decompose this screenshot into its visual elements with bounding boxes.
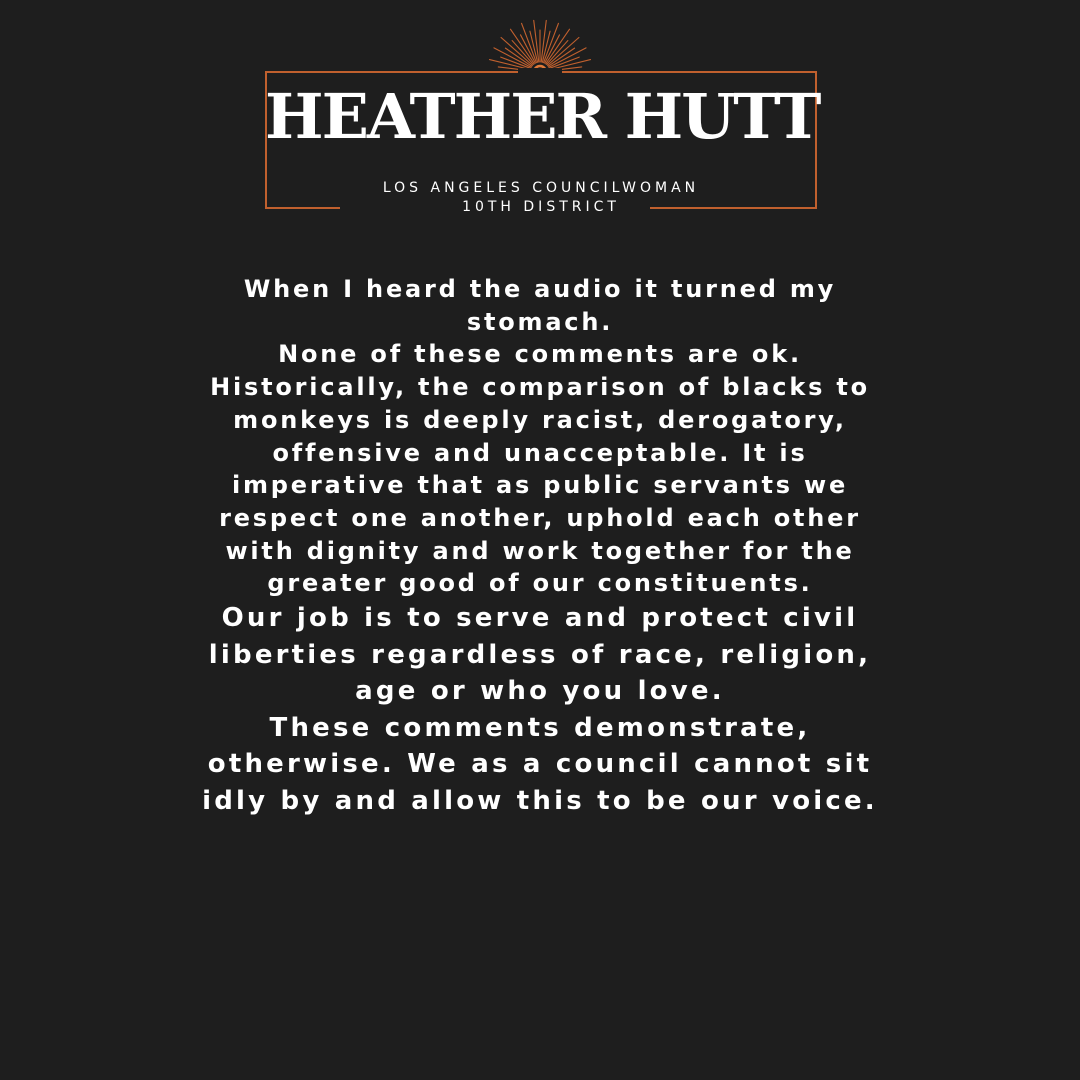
logo-tagline-title: LOS ANGELES COUNCILWOMAN	[382, 180, 700, 196]
logo-name: HEATHER HUTT	[265, 80, 820, 153]
sunburst-ray	[501, 38, 532, 66]
statement-line: Our job is to serve and protect civil	[221, 603, 859, 634]
statement-line: These comments demonstrate,	[269, 712, 811, 743]
statement-line: None of these comments are ok.	[278, 340, 802, 369]
statement-line: age or who you love.	[355, 676, 725, 707]
statement-line: with dignity and work together for the	[225, 536, 855, 565]
logo-tagline-district: 10TH DISTRICT	[462, 199, 620, 215]
logo	[0, 0, 1080, 240]
statement-line: offensive and unacceptable. It is	[272, 438, 808, 467]
frame-gap-top	[518, 68, 562, 76]
statement-line: idly by and allow this to be our voice.	[202, 786, 878, 816]
statement-line: liberties regardless of race, religion,	[208, 639, 872, 670]
statement-line: otherwise. We as a council cannot sit	[207, 749, 873, 780]
statement-line: stomach.	[466, 307, 614, 336]
statement-line: imperative that as public servants we	[231, 471, 849, 500]
statement-line: respect one another, uphold each other	[219, 503, 861, 532]
statement-line: greater good of our constituents.	[267, 569, 813, 598]
sunburst-ray	[547, 38, 578, 66]
statement-line: When I heard the audio it turned my	[243, 275, 837, 303]
statement-line: Historically, the comparison of blacks to	[210, 373, 870, 402]
statement-line: monkeys is deeply racist, derogatory,	[233, 405, 847, 434]
statement-text	[140, 273, 940, 820]
